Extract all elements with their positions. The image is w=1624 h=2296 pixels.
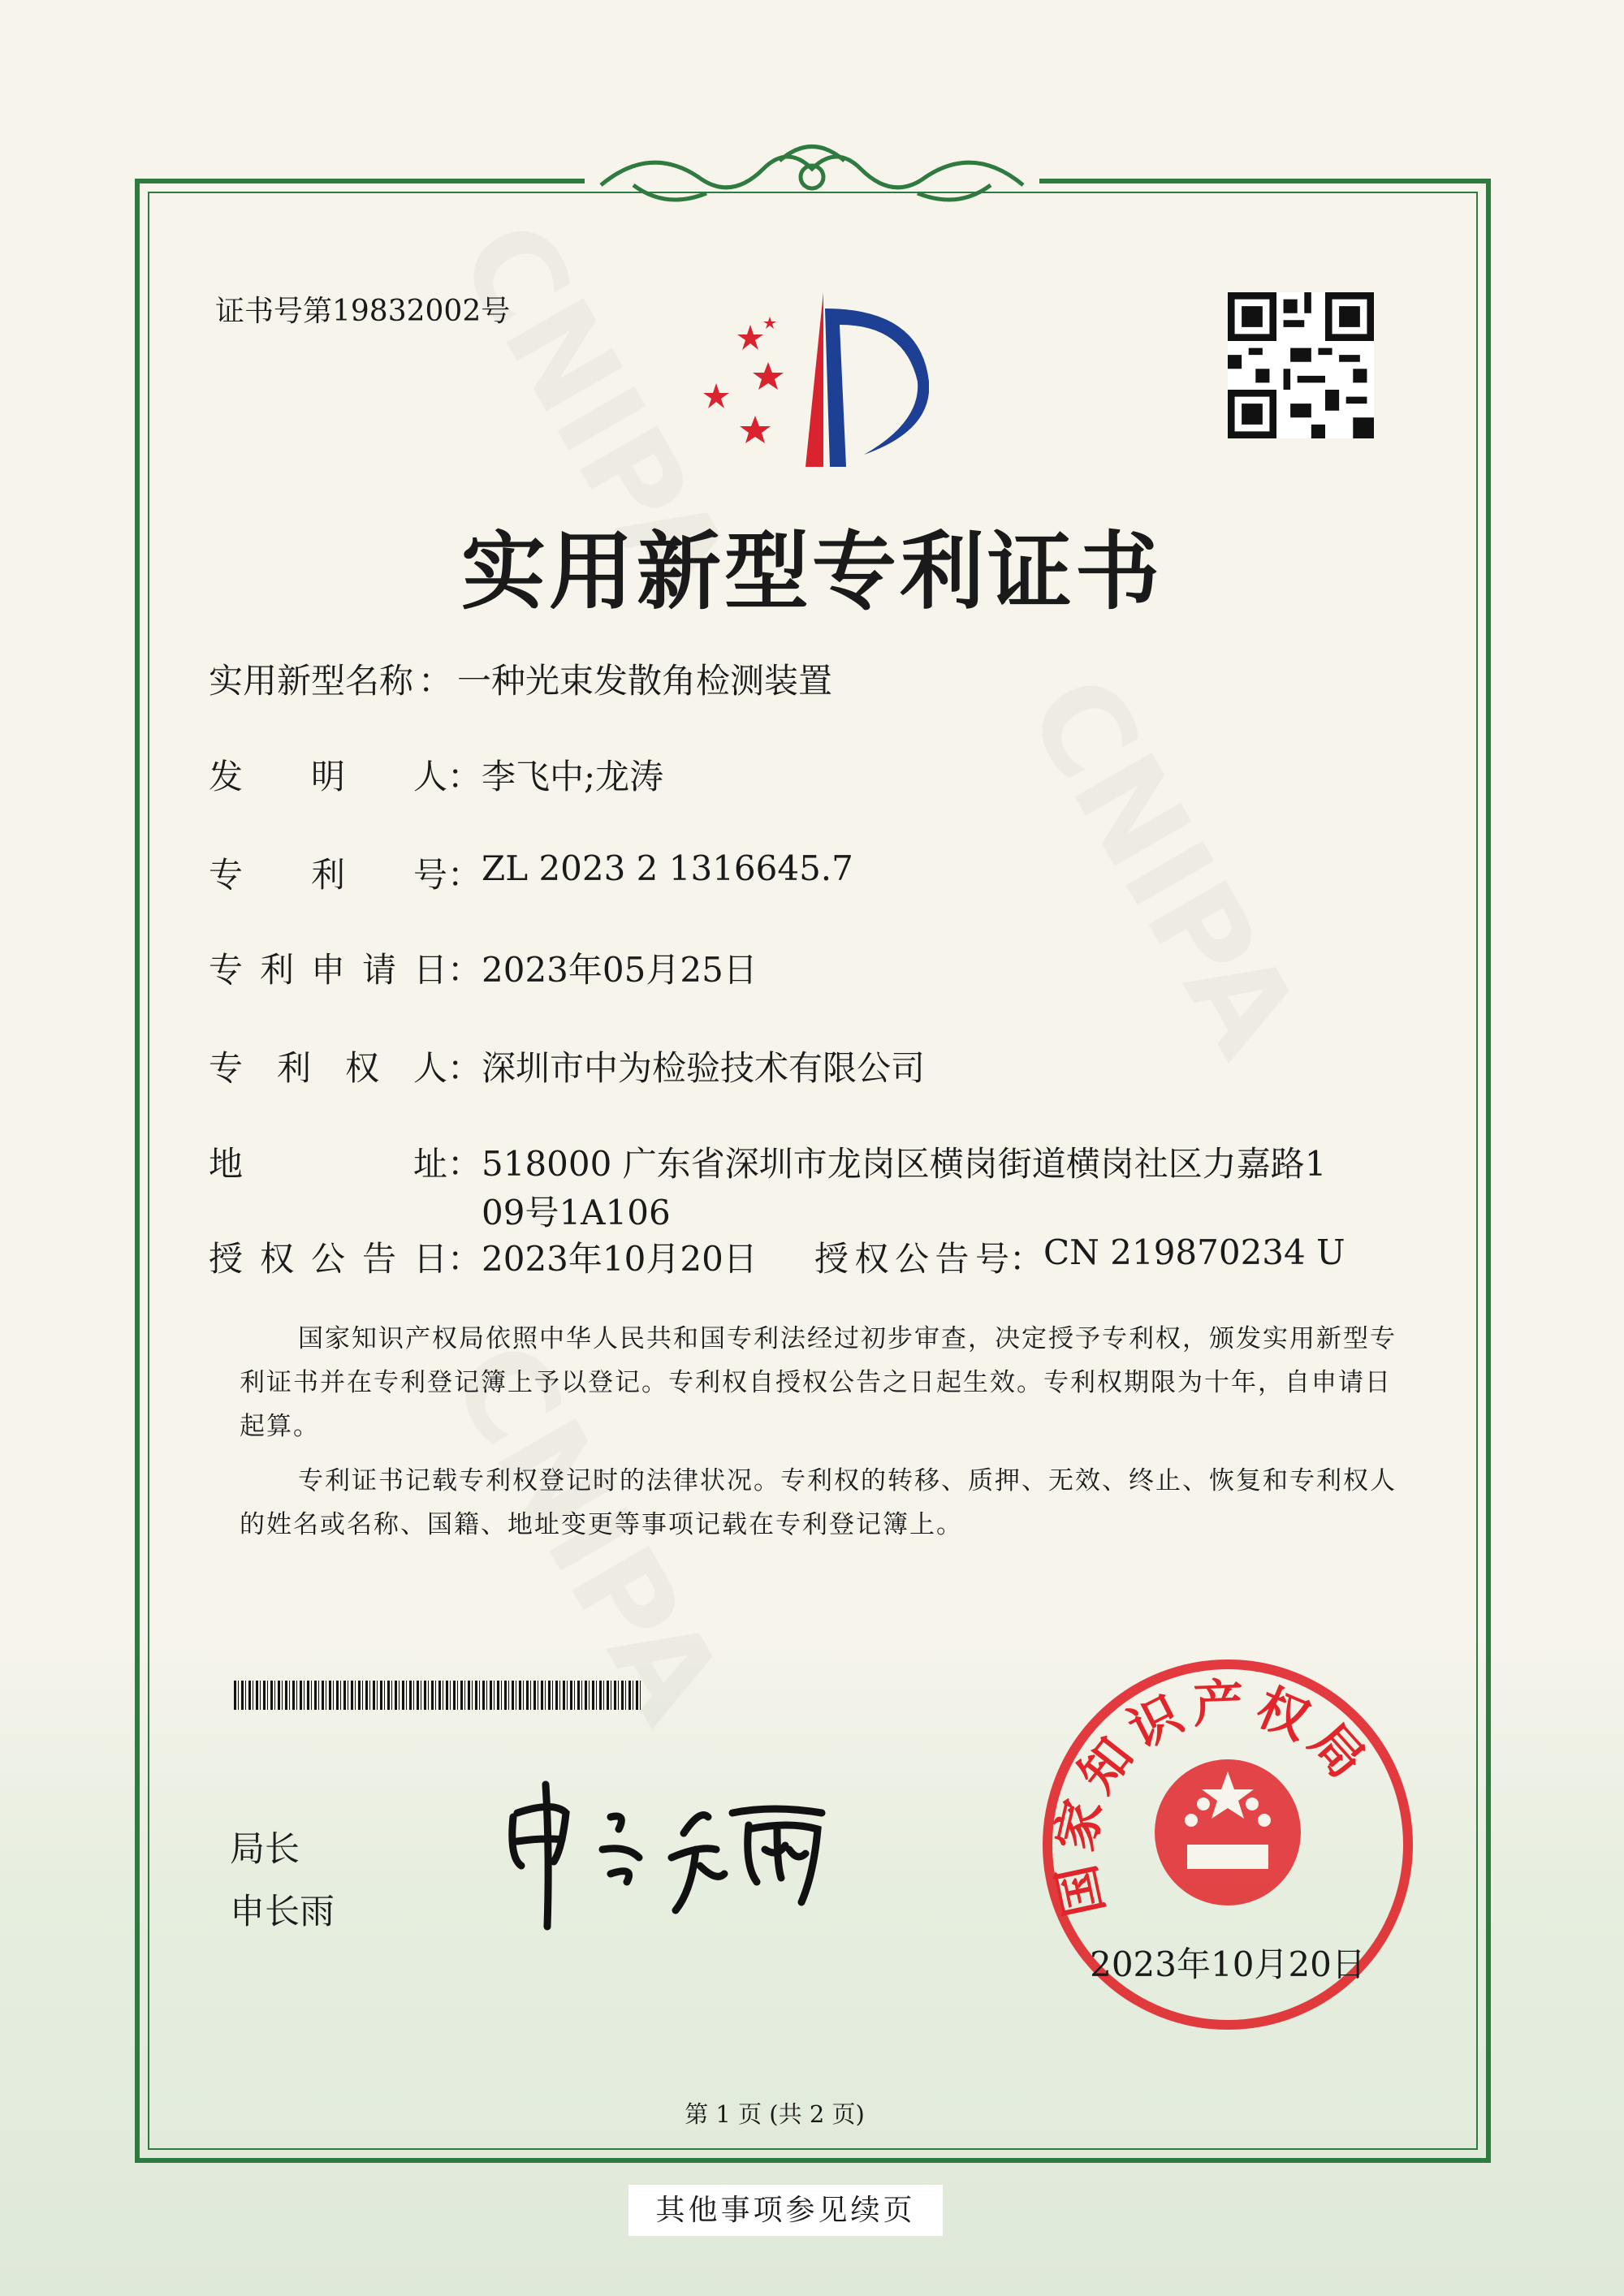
- field-value: 深圳市中为检验技术有限公司: [482, 1048, 926, 1088]
- cnipa-logo: [702, 292, 929, 471]
- field-patentee: [209, 1042, 925, 1090]
- field-label: 专利权人: [209, 1048, 447, 1088]
- field-separator: ：: [418, 661, 453, 701]
- field-label: 授权公告号: [814, 1239, 1009, 1279]
- paragraph-text: 国家知识产权局依照中华人民共和国专利法经过初步审查，决定授予专利权，颁发实用新型专利证书并在专利登记簿上予以登记。专利权自授权公告之日起生效。专利权期限为十年，自申请日起算。: [240, 1324, 1397, 1441]
- field-separator: ：: [447, 1239, 482, 1279]
- paragraph-text: 专利证书记载专利权登记时的法律状况。专利权的转移、质押、无效、终止、恢复和专利权人的姓名或名称、国籍、地址变更等事项记载在专利登记簿上。: [240, 1466, 1397, 1539]
- field-label: 实用新型名称: [209, 661, 414, 701]
- barcode: [234, 1681, 643, 1710]
- field-inventor: [209, 750, 663, 799]
- field-separator: ：: [447, 855, 482, 895]
- field-grant-date: [209, 1232, 758, 1281]
- field-value: 2023年10月20日: [482, 1239, 758, 1279]
- field-label: 授权公告日: [209, 1239, 447, 1279]
- field-separator: ：: [447, 757, 482, 796]
- signatory-title: 局长: [230, 1829, 300, 1870]
- seal-text: 国家知识产权局: [1044, 1672, 1382, 1922]
- field-value: [482, 1137, 1326, 1235]
- official-seal: [1041, 1658, 1415, 2031]
- signatory-name: 申长雨: [230, 1892, 335, 1932]
- certificate-title: 实用新型专利证书: [460, 522, 1163, 621]
- field-value: 2023年05月25日: [482, 950, 758, 990]
- address-line-1: 518000 广东省深圳市龙岗区横岗街道横岗社区力嘉路1: [482, 1144, 1327, 1184]
- field-utility-model-name: [209, 654, 832, 703]
- field-value: 李飞中;龙涛: [482, 757, 664, 796]
- qr-code: [1228, 292, 1374, 438]
- field-separator: ：: [447, 1144, 482, 1184]
- handwritten-signature: [497, 1768, 838, 1931]
- field-patent-number: [209, 848, 853, 897]
- field-value: 一种光束发散角检测装置: [457, 661, 833, 701]
- field-separator: ：: [447, 1048, 482, 1088]
- field-address: [209, 1137, 1326, 1235]
- field-announcement-number: [814, 1232, 1345, 1281]
- field-value: CN 219870234 U: [1043, 1232, 1345, 1272]
- field-application-date: [209, 943, 758, 992]
- continuation-note: 其他事项参见续页: [628, 2185, 943, 2236]
- field-label: 地址: [209, 1144, 447, 1184]
- seal-date: 2023年10月20日: [1090, 1944, 1366, 1984]
- paragraph-grant-statement: [240, 1317, 1417, 1448]
- address-line-2: 09号1A106: [482, 1193, 671, 1232]
- field-label: 专利号: [209, 855, 447, 895]
- certificate-number: 证书号第19832002号: [215, 295, 511, 328]
- page-indicator: 第 1 页 (共 2 页): [685, 2100, 865, 2128]
- ornament-top: [585, 136, 1039, 218]
- field-separator: ：: [1009, 1239, 1044, 1279]
- paragraph-legal-status: [240, 1459, 1417, 1547]
- field-label: 专利申请日: [209, 950, 447, 990]
- field-label: 发明人: [209, 757, 447, 796]
- field-separator: ：: [447, 950, 482, 990]
- field-value: ZL 2023 2 1316645.7: [482, 848, 853, 888]
